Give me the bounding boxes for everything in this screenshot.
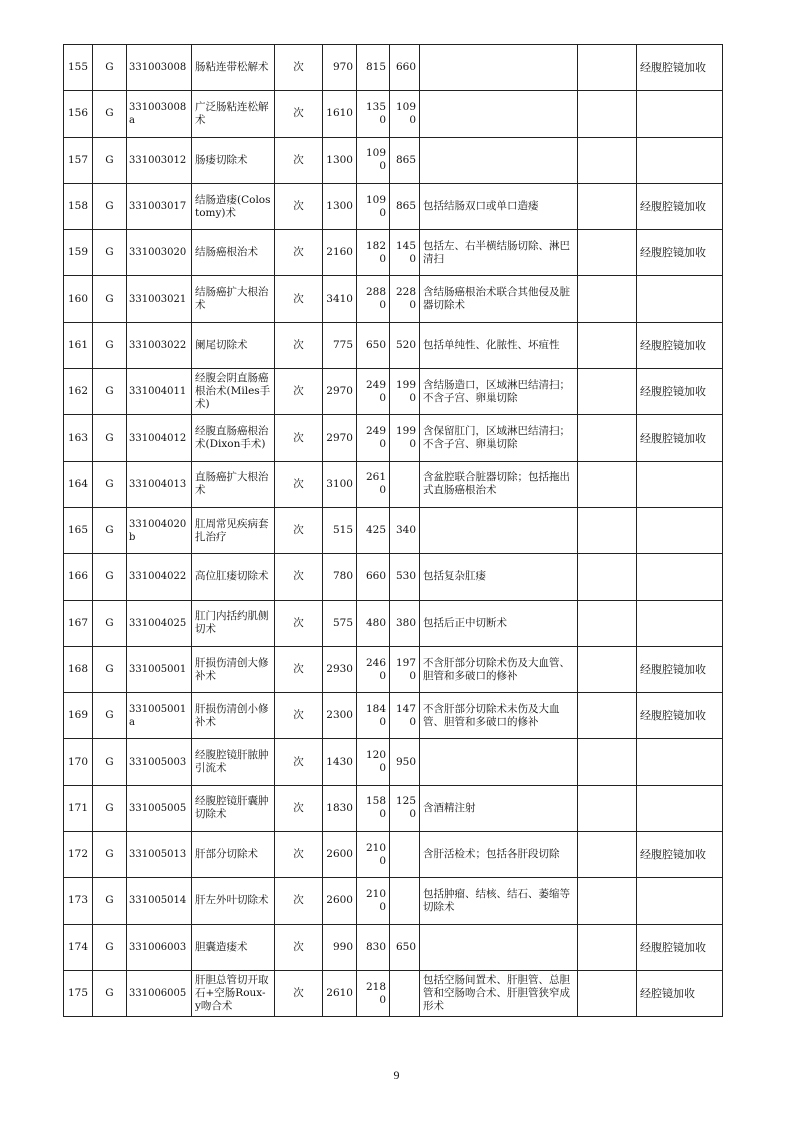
cell-item-code: 331003020	[127, 230, 192, 276]
cell-item-code: 331005003	[127, 739, 192, 785]
cell-unit: 次	[275, 230, 323, 276]
cell-description: 包括单纯性、化脓性、坏疽性	[420, 322, 578, 368]
table-row	[64, 785, 723, 831]
cell-item-code: 331004011	[127, 369, 192, 415]
cell-excluded-items	[578, 369, 637, 415]
cell-grade: G	[93, 276, 127, 322]
cell-description	[420, 91, 578, 137]
cell-excluded-items	[578, 45, 637, 91]
cell-price-level-1: 3100	[323, 461, 357, 507]
cell-item-name: 肠粘连带松解术	[192, 45, 275, 91]
cell-serial-number: 158	[64, 183, 93, 229]
cell-grade: G	[93, 785, 127, 831]
cell-item-code: 331005013	[127, 832, 192, 878]
cell-grade: G	[93, 554, 127, 600]
cell-item-name: 经腹腔镜肝囊肿切除术	[192, 785, 275, 831]
cell-excluded-items	[578, 878, 637, 924]
cell-item-code: 331004022	[127, 554, 192, 600]
cell-note	[637, 91, 723, 137]
cell-description: 包括结肠双口或单口造瘘	[420, 183, 578, 229]
table-row	[64, 415, 723, 461]
cell-excluded-items	[578, 832, 637, 878]
cell-price-level-2: 815	[357, 45, 390, 91]
cell-grade: G	[93, 45, 127, 91]
cell-item-name: 结肠癌根治术	[192, 230, 275, 276]
cell-note	[637, 554, 723, 600]
fee-table	[63, 44, 723, 1017]
cell-note	[637, 137, 723, 183]
cell-price-level-1: 1300	[323, 183, 357, 229]
cell-description: 含保留肛门，区域淋巴结清扫；不含子宫、卵巢切除	[420, 415, 578, 461]
table-row	[64, 45, 723, 91]
cell-unit: 次	[275, 785, 323, 831]
cell-description: 包括左、右半横结肠切除、淋巴清扫	[420, 230, 578, 276]
table-row	[64, 230, 723, 276]
cell-grade: G	[93, 137, 127, 183]
cell-price-level-2: 650	[357, 322, 390, 368]
table-row	[64, 183, 723, 229]
cell-price-level-2: 2100	[357, 832, 390, 878]
cell-price-level-3: 1250	[390, 785, 420, 831]
cell-item-name: 胆囊造瘘术	[192, 924, 275, 970]
cell-price-level-1: 3410	[323, 276, 357, 322]
table-row	[64, 91, 723, 137]
table-row	[64, 137, 723, 183]
table-row	[64, 369, 723, 415]
cell-price-level-1: 780	[323, 554, 357, 600]
cell-unit: 次	[275, 832, 323, 878]
cell-item-code: 331003008	[127, 45, 192, 91]
cell-price-level-1: 2600	[323, 878, 357, 924]
cell-serial-number: 164	[64, 461, 93, 507]
cell-unit: 次	[275, 369, 323, 415]
cell-description: 包括后正中切断术	[420, 600, 578, 646]
table-row	[64, 970, 723, 1016]
cell-grade: G	[93, 461, 127, 507]
cell-price-level-3	[390, 832, 420, 878]
cell-item-name: 肝损伤清创大修补术	[192, 646, 275, 692]
fee-table-body	[64, 45, 723, 1017]
cell-item-name: 经腹直肠癌根治术(Dixon手术)	[192, 415, 275, 461]
cell-item-name: 肠瘘切除术	[192, 137, 275, 183]
cell-price-level-1: 1610	[323, 91, 357, 137]
cell-price-level-2: 1580	[357, 785, 390, 831]
cell-note	[637, 785, 723, 831]
cell-serial-number: 169	[64, 693, 93, 739]
cell-grade: G	[93, 693, 127, 739]
cell-unit: 次	[275, 693, 323, 739]
cell-unit: 次	[275, 507, 323, 553]
cell-item-code: 331005001	[127, 646, 192, 692]
cell-item-name: 肛门内括约肌侧切术	[192, 600, 275, 646]
cell-item-name: 肛周常见疾病套扎治疗	[192, 507, 275, 553]
cell-item-code: 331005005	[127, 785, 192, 831]
cell-unit: 次	[275, 461, 323, 507]
cell-grade: G	[93, 646, 127, 692]
cell-description: 包括肿瘤、结核、结石、萎缩等切除术	[420, 878, 578, 924]
cell-excluded-items	[578, 415, 637, 461]
cell-serial-number: 173	[64, 878, 93, 924]
cell-note: 经腹腔镜加收	[637, 832, 723, 878]
cell-description: 含酒精注射	[420, 785, 578, 831]
cell-price-level-2: 1840	[357, 693, 390, 739]
cell-price-level-2: 425	[357, 507, 390, 553]
cell-price-level-2: 480	[357, 600, 390, 646]
cell-note: 经腹腔镜加收	[637, 183, 723, 229]
cell-price-level-3: 1990	[390, 415, 420, 461]
cell-description: 含盆腔联合脏器切除；包括拖出式直肠癌根治术	[420, 461, 578, 507]
cell-price-level-2: 2490	[357, 415, 390, 461]
fee-table-container	[63, 44, 722, 1017]
cell-price-level-2: 2880	[357, 276, 390, 322]
cell-note: 经腹腔镜加收	[637, 369, 723, 415]
cell-serial-number: 175	[64, 970, 93, 1016]
table-row	[64, 600, 723, 646]
cell-item-code: 331004025	[127, 600, 192, 646]
cell-price-level-3: 950	[390, 739, 420, 785]
cell-note: 经腹腔镜加收	[637, 322, 723, 368]
cell-description	[420, 507, 578, 553]
cell-serial-number: 160	[64, 276, 93, 322]
cell-description: 含结肠造口，区域淋巴结清扫；不含子宫、卵巢切除	[420, 369, 578, 415]
cell-item-code: 331005001a	[127, 693, 192, 739]
cell-grade: G	[93, 230, 127, 276]
cell-description	[420, 739, 578, 785]
cell-price-level-3: 2280	[390, 276, 420, 322]
cell-item-name: 阑尾切除术	[192, 322, 275, 368]
cell-grade: G	[93, 970, 127, 1016]
cell-note	[637, 276, 723, 322]
cell-price-level-1: 515	[323, 507, 357, 553]
cell-excluded-items	[578, 230, 637, 276]
cell-item-code: 331004013	[127, 461, 192, 507]
cell-excluded-items	[578, 970, 637, 1016]
cell-excluded-items	[578, 693, 637, 739]
cell-price-level-2: 2100	[357, 878, 390, 924]
cell-description	[420, 137, 578, 183]
cell-excluded-items	[578, 91, 637, 137]
cell-item-name: 结肠造瘘(Colostomy)术	[192, 183, 275, 229]
table-row	[64, 322, 723, 368]
cell-price-level-3: 650	[390, 924, 420, 970]
cell-excluded-items	[578, 507, 637, 553]
cell-note: 经腹腔镜加收	[637, 415, 723, 461]
cell-description: 包括空肠间置术、肝胆管、总胆管和空肠吻合术、肝胆管狭窄成形术	[420, 970, 578, 1016]
cell-description	[420, 45, 578, 91]
cell-description	[420, 924, 578, 970]
cell-grade: G	[93, 600, 127, 646]
cell-serial-number: 174	[64, 924, 93, 970]
table-row	[64, 646, 723, 692]
cell-price-level-2: 2460	[357, 646, 390, 692]
cell-price-level-2: 1090	[357, 137, 390, 183]
table-row	[64, 924, 723, 970]
cell-serial-number: 162	[64, 369, 93, 415]
cell-note: 经腹腔镜加收	[637, 230, 723, 276]
cell-description: 包括复杂肛瘘	[420, 554, 578, 600]
cell-price-level-3	[390, 878, 420, 924]
cell-item-code: 331006005	[127, 970, 192, 1016]
cell-price-level-2: 1200	[357, 739, 390, 785]
cell-excluded-items	[578, 276, 637, 322]
cell-excluded-items	[578, 600, 637, 646]
cell-price-level-3: 1450	[390, 230, 420, 276]
cell-excluded-items	[578, 924, 637, 970]
cell-price-level-1: 970	[323, 45, 357, 91]
cell-price-level-1: 1300	[323, 137, 357, 183]
cell-grade: G	[93, 878, 127, 924]
table-row	[64, 832, 723, 878]
cell-unit: 次	[275, 183, 323, 229]
cell-note: 经腹腔镜加收	[637, 924, 723, 970]
cell-item-name: 肝左外叶切除术	[192, 878, 275, 924]
cell-unit: 次	[275, 739, 323, 785]
cell-unit: 次	[275, 646, 323, 692]
cell-item-code: 331003022	[127, 322, 192, 368]
cell-price-level-2: 1820	[357, 230, 390, 276]
cell-note: 经腹腔镜加收	[637, 693, 723, 739]
cell-excluded-items	[578, 785, 637, 831]
cell-price-level-3: 520	[390, 322, 420, 368]
cell-excluded-items	[578, 554, 637, 600]
cell-item-name: 经腹会阴直肠癌根治术(Miles手术)	[192, 369, 275, 415]
cell-unit: 次	[275, 45, 323, 91]
cell-item-code: 331003017	[127, 183, 192, 229]
cell-grade: G	[93, 369, 127, 415]
cell-description: 含肝活检术；包括各肝段切除	[420, 832, 578, 878]
cell-serial-number: 166	[64, 554, 93, 600]
cell-item-name: 直肠癌扩大根治术	[192, 461, 275, 507]
cell-unit: 次	[275, 91, 323, 137]
cell-serial-number: 155	[64, 45, 93, 91]
cell-price-level-1: 2600	[323, 832, 357, 878]
cell-item-code: 331003008a	[127, 91, 192, 137]
cell-price-level-1: 2610	[323, 970, 357, 1016]
cell-item-name: 肝损伤清创小修补术	[192, 693, 275, 739]
table-row	[64, 507, 723, 553]
cell-price-level-3: 530	[390, 554, 420, 600]
cell-price-level-1: 1830	[323, 785, 357, 831]
cell-price-level-1: 575	[323, 600, 357, 646]
cell-price-level-3: 865	[390, 137, 420, 183]
cell-unit: 次	[275, 322, 323, 368]
cell-description: 含结肠癌根治术联合其他侵及脏器切除术	[420, 276, 578, 322]
cell-unit: 次	[275, 554, 323, 600]
cell-item-name: 肝胆总管切开取石+空肠Roux-y吻合术	[192, 970, 275, 1016]
cell-note	[637, 600, 723, 646]
cell-item-name: 结肠癌扩大根治术	[192, 276, 275, 322]
cell-item-name: 肝部分切除术	[192, 832, 275, 878]
cell-price-level-3: 1990	[390, 369, 420, 415]
cell-description: 不含肝部分切除术伤及大血管、胆管和多破口的修补	[420, 646, 578, 692]
cell-serial-number: 156	[64, 91, 93, 137]
table-row	[64, 554, 723, 600]
cell-grade: G	[93, 91, 127, 137]
cell-unit: 次	[275, 415, 323, 461]
cell-price-level-1: 2970	[323, 369, 357, 415]
cell-price-level-1: 2970	[323, 415, 357, 461]
cell-grade: G	[93, 415, 127, 461]
cell-price-level-3: 865	[390, 183, 420, 229]
cell-grade: G	[93, 507, 127, 553]
cell-price-level-3: 660	[390, 45, 420, 91]
cell-price-level-3: 1970	[390, 646, 420, 692]
cell-price-level-1: 2160	[323, 230, 357, 276]
cell-item-code: 331006003	[127, 924, 192, 970]
cell-unit: 次	[275, 970, 323, 1016]
cell-note: 经腔镜加收	[637, 970, 723, 1016]
cell-price-level-2: 1350	[357, 91, 390, 137]
cell-price-level-1: 990	[323, 924, 357, 970]
table-row	[64, 276, 723, 322]
cell-item-code: 331004012	[127, 415, 192, 461]
cell-grade: G	[93, 183, 127, 229]
cell-note	[637, 461, 723, 507]
cell-item-name: 高位肛瘘切除术	[192, 554, 275, 600]
cell-price-level-1: 2300	[323, 693, 357, 739]
cell-unit: 次	[275, 878, 323, 924]
cell-price-level-2: 830	[357, 924, 390, 970]
cell-excluded-items	[578, 322, 637, 368]
page-number: 9	[393, 1068, 400, 1082]
cell-unit: 次	[275, 276, 323, 322]
cell-grade: G	[93, 924, 127, 970]
cell-item-name: 经腹腔镜肝脓肿引流术	[192, 739, 275, 785]
cell-unit: 次	[275, 137, 323, 183]
cell-serial-number: 165	[64, 507, 93, 553]
cell-serial-number: 171	[64, 785, 93, 831]
cell-price-level-1: 775	[323, 322, 357, 368]
cell-serial-number: 167	[64, 600, 93, 646]
cell-item-code: 331005014	[127, 878, 192, 924]
cell-excluded-items	[578, 461, 637, 507]
cell-serial-number: 159	[64, 230, 93, 276]
cell-excluded-items	[578, 739, 637, 785]
cell-excluded-items	[578, 137, 637, 183]
cell-price-level-3: 380	[390, 600, 420, 646]
cell-serial-number: 157	[64, 137, 93, 183]
cell-excluded-items	[578, 183, 637, 229]
cell-note: 经腹腔镜加收	[637, 45, 723, 91]
cell-price-level-2: 1090	[357, 183, 390, 229]
cell-serial-number: 170	[64, 739, 93, 785]
cell-unit: 次	[275, 600, 323, 646]
cell-note	[637, 739, 723, 785]
cell-unit: 次	[275, 924, 323, 970]
cell-serial-number: 172	[64, 832, 93, 878]
cell-price-level-3	[390, 461, 420, 507]
cell-grade: G	[93, 739, 127, 785]
cell-item-name: 广泛肠粘连松解术	[192, 91, 275, 137]
cell-serial-number: 161	[64, 322, 93, 368]
cell-price-level-2: 2490	[357, 369, 390, 415]
cell-price-level-3: 1470	[390, 693, 420, 739]
cell-excluded-items	[578, 646, 637, 692]
cell-note: 经腹腔镜加收	[637, 646, 723, 692]
cell-item-code: 331003021	[127, 276, 192, 322]
cell-price-level-2: 2610	[357, 461, 390, 507]
cell-grade: G	[93, 832, 127, 878]
table-row	[64, 878, 723, 924]
cell-price-level-3	[390, 970, 420, 1016]
table-row	[64, 739, 723, 785]
cell-price-level-1: 1430	[323, 739, 357, 785]
cell-price-level-3: 340	[390, 507, 420, 553]
cell-grade: G	[93, 322, 127, 368]
cell-serial-number: 163	[64, 415, 93, 461]
cell-description: 不含肝部分切除术未伤及大血管、胆管和多破口的修补	[420, 693, 578, 739]
cell-serial-number: 168	[64, 646, 93, 692]
cell-note	[637, 507, 723, 553]
table-row	[64, 461, 723, 507]
cell-price-level-3: 1090	[390, 91, 420, 137]
table-row	[64, 693, 723, 739]
cell-item-code: 331003012	[127, 137, 192, 183]
cell-note	[637, 878, 723, 924]
cell-price-level-1: 2930	[323, 646, 357, 692]
cell-item-code: 331004020b	[127, 507, 192, 553]
cell-price-level-2: 660	[357, 554, 390, 600]
cell-price-level-2: 2180	[357, 970, 390, 1016]
